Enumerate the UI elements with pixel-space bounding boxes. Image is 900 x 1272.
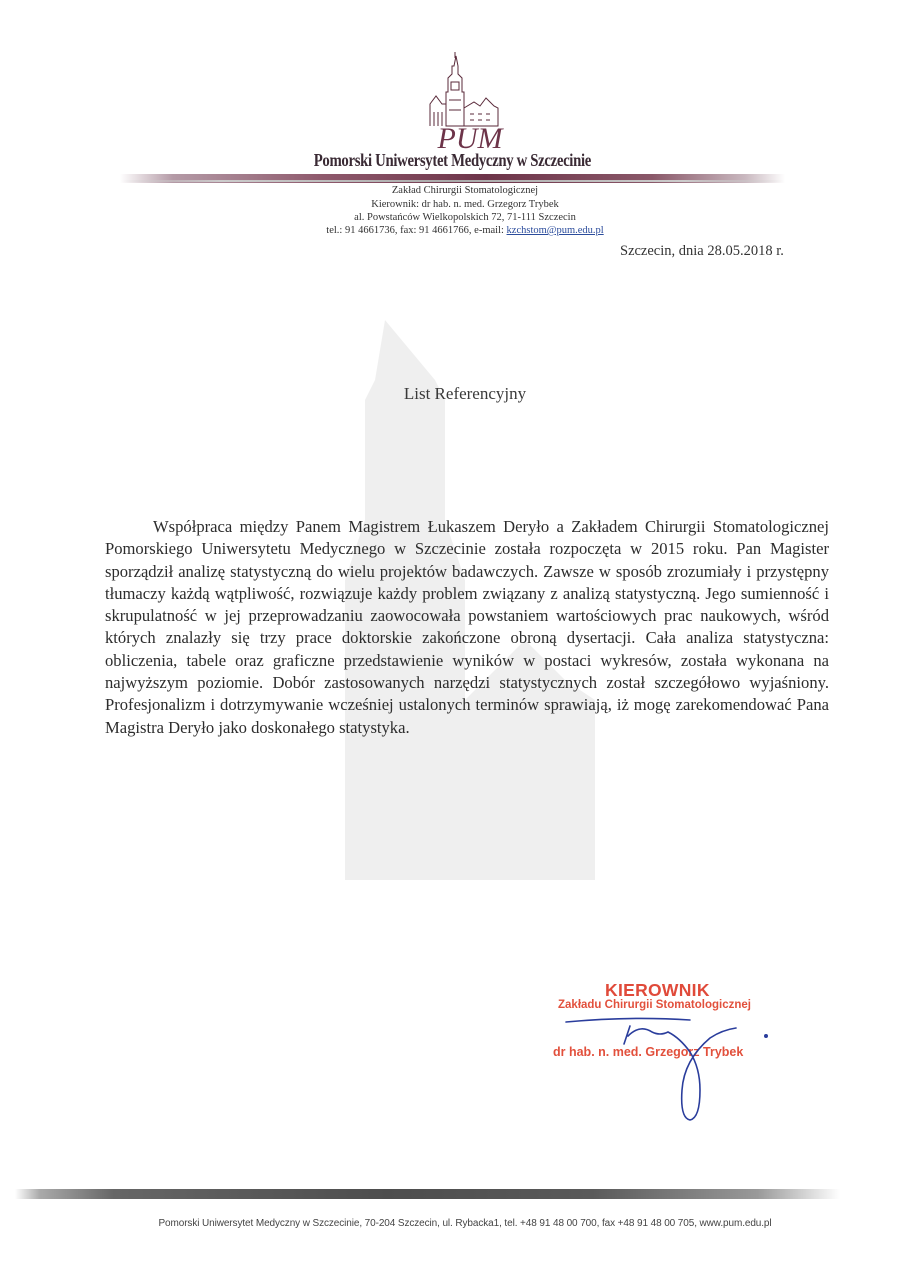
header-rule	[120, 174, 785, 183]
logo-text: PUM	[437, 122, 503, 152]
handwritten-signature	[540, 1010, 790, 1130]
letter-date: Szczecin, dnia 28.05.2018 r.	[620, 243, 784, 259]
stamp-department: Zakładu Chirurgii Stomatologicznej	[558, 999, 751, 1011]
department-head: Kierownik: dr hab. n. med. Grzegorz Trybek	[371, 199, 559, 210]
department-address: al. Powstańców Wielkopolskich 72, 71-111 Szczecin	[354, 212, 576, 223]
university-name: Pomorski Uniwersytet Medyczny w Szczecinie	[313, 150, 591, 170]
department-name: Zakład Chirurgii Stomatologicznej	[391, 185, 539, 196]
footer-rule	[15, 1189, 840, 1199]
letter-title: List Referencyjny	[403, 384, 527, 403]
footer-address: Pomorski Uniwersytet Medyczny w Szczecinie, 70-204 Szczecin, ul. Rybacka1, tel. +48 91 48 00 700, fax +48 91 48 00 705, www.pum.edu.pl	[158, 1218, 772, 1229]
university-logo	[418, 52, 522, 152]
department-contact	[0, 224, 900, 238]
stamp-title: KIEROWNIK	[605, 980, 710, 1000]
email-link[interactable]: kzchstom@pum.edu.pl	[506, 225, 604, 236]
letter-body: Współpraca między Panem Magistrem Łukaszem Deryło a Zakładem Chirurgii Stomatologicznej Pomorskiego Uniwersytetu Medycznego w Szczecinie została rozpoczęta w 2015 roku. Pan Magister sporządził analizę statystyczną do wielu projektów badawczych. Zawsze w sposób zrozumiały i przystępny tłumaczy każdą wątpliwość, rozwiązuje każdy problem związany z analizą statystyczną. Jego sumienność i skrupulatność w jej przeprowadzaniu zaowocowała powstaniem wartościowych prac naukowych, wśród których znalazły się trzy prace doktorskie zakończone obroną dysertacji. Cała analiza statystyczna: obliczenia, tabele oraz graficzne przedstawienie wyników w postaci wykresów, została wykonana na najwyższym poziomie. Dobór zastosowanych narzędzi statystycznych został szczegółowo wyjaśniony. Profesjonalizm i dotrzymywanie wcześniej ustalonych terminów sprawiają, iż mogę zarekomendować Pana Magistra Deryło jako doskonałego statystyka.	[105, 517, 829, 737]
stamp-name: dr hab. n. med. Grzegorz Trybek	[553, 1045, 744, 1059]
contact-phones: tel.: 91 4661736, fax: 91 4661766, e-mail:	[326, 225, 507, 236]
